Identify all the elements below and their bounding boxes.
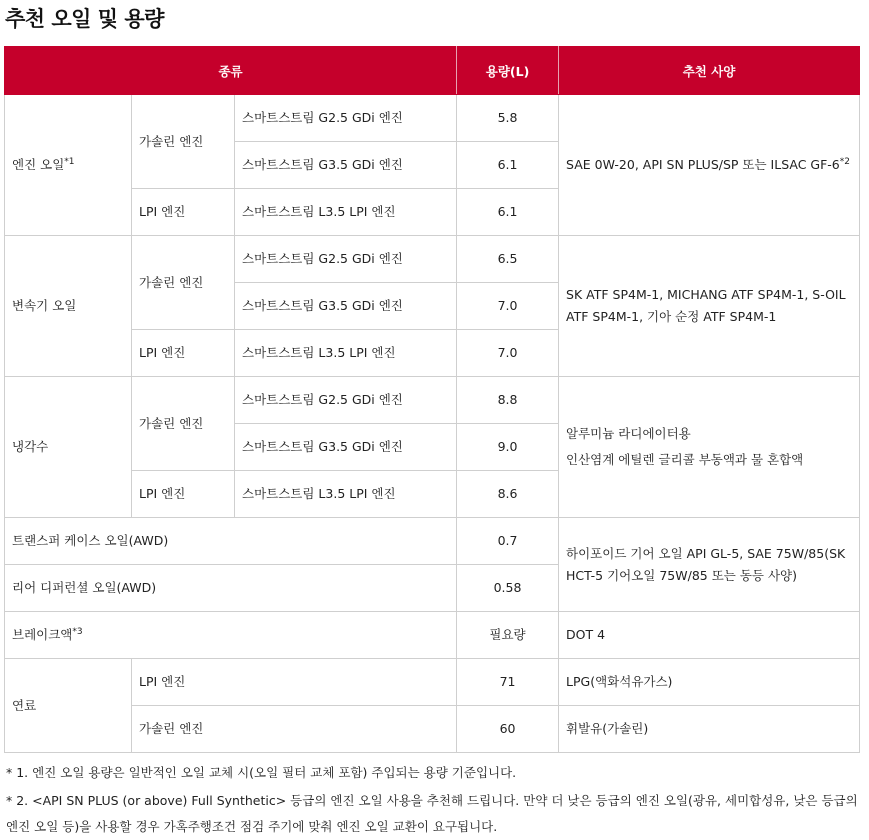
- table-row: [5, 659, 860, 706]
- engine-type-lpi: LPI 엔진: [132, 659, 457, 706]
- engine-type-lpi: LPI 엔진: [132, 471, 235, 518]
- category-brake-fluid: 브레이크액$^{*3}$: [5, 612, 457, 659]
- engine-type-lpi: LPI 엔진: [132, 330, 235, 377]
- spec-gear-oil: 하이포이드 기어 오일 API GL-5, SAE 75W/85(SK HCT-5 기어오일 75W/85 또는 동등 사양): [559, 518, 860, 612]
- spec-fuel: LPG(액화석유가스): [559, 659, 860, 706]
- engine-type-gasoline: 가솔린 엔진: [132, 236, 235, 330]
- capacity-value: 0.7: [457, 518, 559, 565]
- capacity-value: 0.58: [457, 565, 559, 612]
- table-row: [5, 612, 860, 659]
- footnote: * 2. <API SN PLUS (or above) Full Synthetic> 등급의 엔진 오일 사용을 추천해 드립니다. 만약 더 낮은 등급의 엔진 오일(광유, 세미합성유, 낮은 등급의 엔진 오일 등)을 사용할 경우 가혹주행조건 점검 주기에 맞춰 엔진 오일 교환이 요구됩니다.: [6, 793, 858, 834]
- header-type: 종류: [5, 47, 457, 95]
- engine-name: 스마트스트림 L3.5 LPI 엔진: [235, 189, 457, 236]
- spec-coolant: [559, 377, 860, 518]
- engine-name: 스마트스트림 L3.5 LPI 엔진: [235, 330, 457, 377]
- table-row: [5, 95, 860, 142]
- capacity-value: 7.0: [457, 283, 559, 330]
- table-header-row: [5, 47, 860, 95]
- engine-name: 스마트스트림 G2.5 GDi 엔진: [235, 377, 457, 424]
- category-engine-oil: 엔진 오일$^{*1}$: [5, 95, 132, 236]
- footnote: * 1. 엔진 오일 용량은 일반적인 오일 교체 시(오일 필터 교체 포함) 주입되는 용량 기준입니다.: [6, 765, 517, 780]
- engine-name: 스마트스트림 G3.5 GDi 엔진: [235, 142, 457, 189]
- category-fuel: 연료: [5, 659, 132, 753]
- footnotes: [6, 760, 862, 840]
- header-spec: 추천 사양: [559, 47, 860, 95]
- spec-brake-fluid: DOT 4: [559, 612, 860, 659]
- engine-name: 스마트스트림 L3.5 LPI 엔진: [235, 471, 457, 518]
- capacity-value: 8.8: [457, 377, 559, 424]
- capacity-value: 60: [457, 706, 559, 753]
- engine-name: 스마트스트림 G2.5 GDi 엔진: [235, 236, 457, 283]
- category-coolant: 냉각수: [5, 377, 132, 518]
- oil-capacity-table: [4, 46, 860, 753]
- capacity-value: 7.0: [457, 330, 559, 377]
- table-row: [5, 706, 860, 753]
- table-row: [5, 518, 860, 565]
- footnote-mark: *1: [64, 157, 75, 167]
- table-row: [5, 236, 860, 283]
- spec-engine-oil: SAE 0W-20, API SN PLUS/SP 또는 ILSAC GF-6$^{*2}$: [559, 95, 860, 236]
- footnote-mark: *3: [72, 627, 83, 637]
- capacity-value: 6.1: [457, 189, 559, 236]
- engine-type-lpi: LPI 엔진: [132, 189, 235, 236]
- engine-name: 스마트스트림 G3.5 GDi 엔진: [235, 283, 457, 330]
- capacity-value: 8.6: [457, 471, 559, 518]
- capacity-value: 6.5: [457, 236, 559, 283]
- spec-fuel: 휘발유(가솔린): [559, 706, 860, 753]
- capacity-value: 필요량: [457, 612, 559, 659]
- engine-type-gasoline: 가솔린 엔진: [132, 706, 457, 753]
- category-transmission-oil: 변속기 오일: [5, 236, 132, 377]
- capacity-value: 71: [457, 659, 559, 706]
- category-transfer-case-oil: 트랜스퍼 케이스 오일(AWD): [5, 518, 457, 565]
- header-capacity: 용량(L): [457, 47, 559, 95]
- category-rear-differential-oil: 리어 디퍼런셜 오일(AWD): [5, 565, 457, 612]
- capacity-value: 6.1: [457, 142, 559, 189]
- capacity-value: 9.0: [457, 424, 559, 471]
- footnote-mark: *2: [839, 157, 850, 167]
- page-title: 추천 오일 및 용량: [5, 7, 164, 31]
- capacity-value: 5.8: [457, 95, 559, 142]
- spec-line: 알루미늄 라디에이터용: [566, 426, 691, 441]
- engine-type-gasoline: 가솔린 엔진: [132, 95, 235, 189]
- engine-name: 스마트스트림 G3.5 GDi 엔진: [235, 424, 457, 471]
- engine-type-gasoline: 가솔린 엔진: [132, 377, 235, 471]
- spec-transmission-oil: SK ATF SP4M-1, MICHANG ATF SP4M-1, S-OIL ATF SP4M-1, 기아 순정 ATF SP4M-1: [559, 236, 860, 377]
- table-row: [5, 377, 860, 424]
- engine-name: 스마트스트림 G2.5 GDi 엔진: [235, 95, 457, 142]
- spec-line: 인산염계 에틸렌 글리콜 부동액과 물 혼합액: [566, 452, 804, 467]
